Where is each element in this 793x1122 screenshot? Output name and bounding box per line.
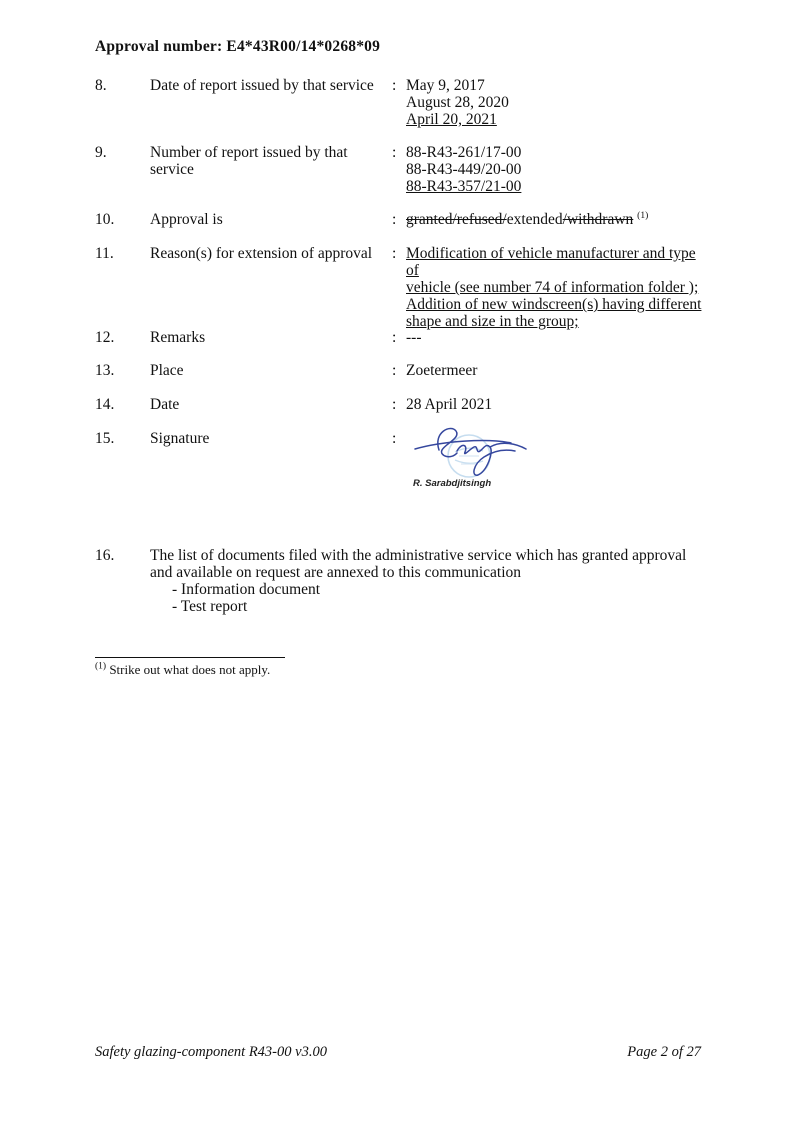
extension-reason-line-3: Addition of new windscreen(s) having different (406, 296, 702, 313)
item-16-body (150, 547, 707, 615)
item-8-colon: : (392, 77, 397, 94)
place-value: Zoetermeer (406, 362, 478, 379)
item-8-row (95, 77, 707, 128)
approval-status-kept: extended (506, 211, 563, 228)
item-15-label: Signature (150, 430, 210, 447)
item-12-label: Remarks (150, 329, 206, 346)
footer-document-id: Safety glazing-component R43-00 v3.00 (95, 1044, 327, 1060)
item-9-value (406, 144, 707, 195)
approval-status-value (406, 211, 707, 228)
item-8-number: 8. (95, 77, 107, 94)
item-8-label: Date of report issued by that service (150, 77, 374, 94)
item-13-colon: : (392, 362, 397, 379)
signature-block (405, 420, 545, 489)
signature-image (405, 420, 535, 482)
item-11-number: 11. (95, 245, 114, 262)
item-12-row (95, 329, 707, 346)
report-date-2: August 28, 2020 (406, 94, 509, 111)
approval-status-struck-1: granted/refused/ (406, 211, 507, 228)
item-9-label: Number of report issued by that service (150, 144, 348, 178)
item-11-row (95, 245, 707, 330)
item-8-value (406, 77, 707, 128)
footnote-text: Strike out what does not apply. (109, 662, 271, 677)
documents-list-text: The list of documents filed with the administrative service which has granted approval and available on request are annexed to this communication (150, 547, 687, 581)
item-15-colon: : (392, 430, 397, 447)
item-9-row (95, 144, 707, 195)
annexed-document-1: - Information document (172, 581, 321, 598)
item-12-number: 12. (95, 329, 115, 346)
page-footer (95, 1044, 701, 1061)
item-13-number: 13. (95, 362, 115, 379)
item-9-number: 9. (95, 144, 107, 161)
item-11-label: Reason(s) for extension of approval (150, 245, 373, 262)
extension-reason-line-4: shape and size in the group; (406, 313, 579, 330)
report-date-3: April 20, 2021 (406, 111, 497, 128)
footnote-divider (95, 657, 285, 658)
item-10-number: 10. (95, 211, 115, 228)
item-14-row (95, 396, 707, 413)
footnote-reference-mark: (1) (637, 210, 649, 221)
report-number-2: 88-R43-449/20-00 (406, 161, 522, 178)
signatory-name: R. Sarabdjitsingh (413, 478, 492, 489)
extension-reason-line-1: Modification of vehicle manufacturer and type of (406, 245, 696, 279)
item-16-number: 16. (95, 547, 115, 564)
report-date-1: May 9, 2017 (406, 77, 485, 94)
item-13-label: Place (150, 362, 184, 379)
approval-status-struck-2: /withdrawn (562, 211, 634, 228)
item-10-row (95, 211, 707, 228)
item-9-colon: : (392, 144, 397, 161)
extension-reason-line-2: vehicle (see number 74 of information folder ); (406, 279, 699, 296)
item-12-colon: : (392, 329, 397, 346)
extension-reasons-value (406, 245, 707, 330)
date-value: 28 April 2021 (406, 396, 493, 413)
footer-page-number: Page 2 of 27 (627, 1044, 701, 1060)
footnote (95, 662, 270, 678)
report-number-1: 88-R43-261/17-00 (406, 144, 522, 161)
item-11-colon: : (392, 245, 397, 262)
annexed-documents-list (150, 581, 707, 615)
item-14-label: Date (150, 396, 180, 413)
item-10-label: Approval is (150, 211, 223, 228)
footnote-marker: (1) (95, 661, 107, 672)
item-14-colon: : (392, 396, 397, 413)
item-14-number: 14. (95, 396, 115, 413)
remarks-value: --- (406, 329, 422, 346)
item-13-row (95, 362, 707, 379)
item-15-row (95, 430, 707, 447)
approval-number-heading: Approval number: E4*43R00/14*0268*09 (95, 38, 381, 55)
item-15-number: 15. (95, 430, 115, 447)
report-number-3: 88-R43-357/21-00 (406, 178, 522, 195)
annexed-document-2: - Test report (172, 598, 248, 615)
item-16-row (95, 547, 707, 615)
item-10-colon: : (392, 211, 397, 228)
